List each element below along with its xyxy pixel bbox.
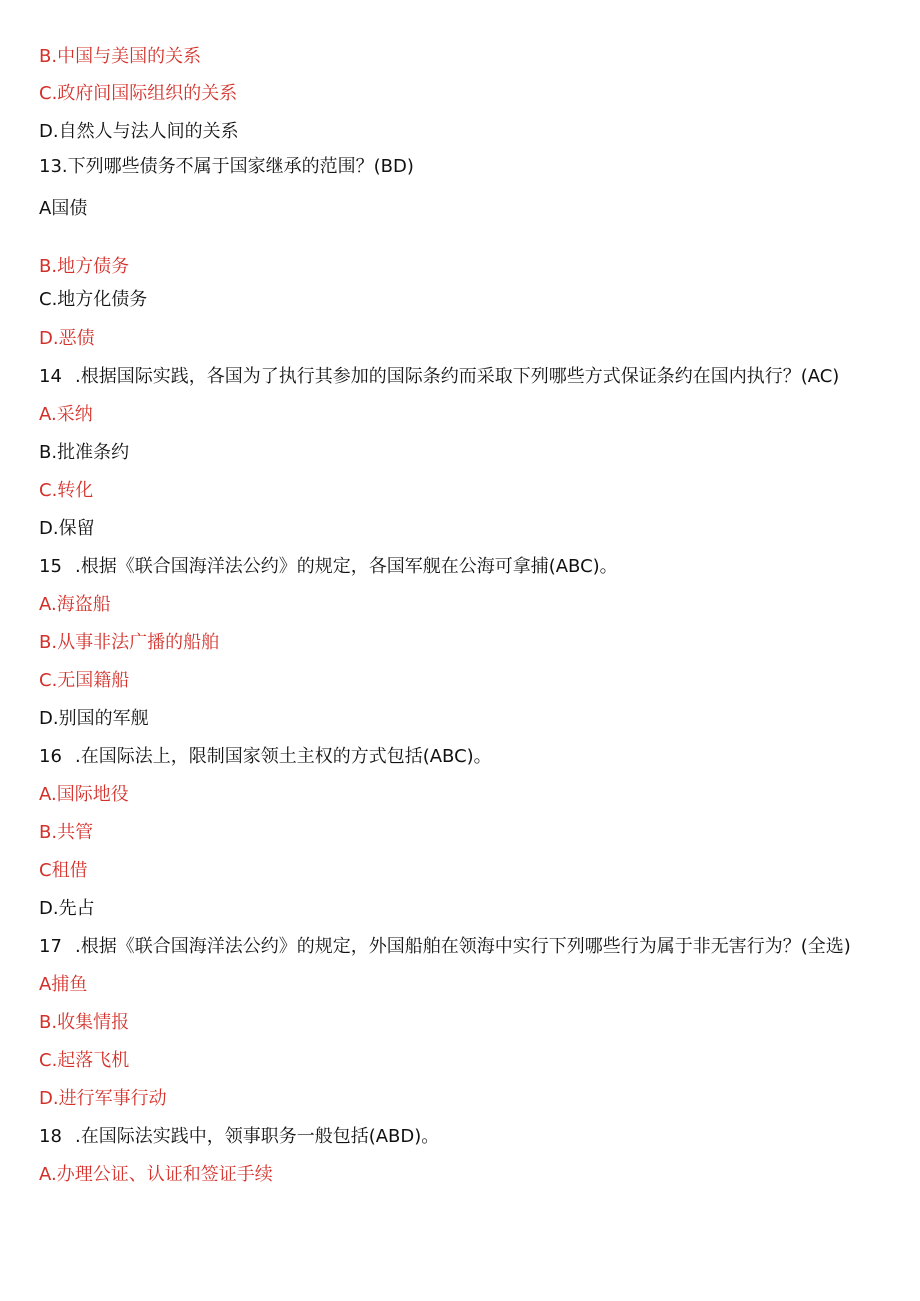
line-text: A国债	[39, 198, 88, 219]
option-line	[39, 155, 414, 179]
question-line	[39, 1125, 439, 1149]
line-text: D.自然人与法人间的关系	[39, 121, 239, 142]
answer-option-line	[39, 821, 93, 845]
answer-option-line	[39, 669, 129, 693]
line-text: C.地方化债务	[39, 289, 148, 310]
answer-option-line	[39, 1087, 167, 1111]
line-text: C.起落飞机	[39, 1050, 130, 1071]
line-text: C.政府间国际组织的关系	[39, 83, 238, 104]
question-number: 18	[39, 1126, 62, 1147]
answer-option-line	[39, 479, 93, 503]
line-text: 13.下列哪些债务不属于国家继承的范围？(BD)	[39, 156, 414, 177]
line-text: D.先占	[39, 898, 95, 919]
answer-option-line	[39, 859, 88, 883]
line-text: C.转化	[39, 480, 94, 501]
answer-option-line	[39, 973, 87, 997]
line-text: .在国际法实践中，领事职务一般包括(ABD)。	[75, 1126, 440, 1147]
line-text: D.恶债	[39, 328, 95, 349]
line-text: A.采纳	[39, 404, 93, 425]
answer-option-line	[39, 783, 129, 807]
option-line	[39, 517, 95, 541]
answer-option-line	[39, 327, 95, 351]
line-text: D.保留	[39, 518, 95, 539]
line-text: A捕鱼	[39, 974, 88, 995]
question-line	[39, 935, 851, 959]
question-line	[39, 365, 839, 389]
line-text: A.海盗船	[39, 594, 111, 615]
answer-option-line	[39, 82, 237, 106]
question-line	[39, 555, 618, 579]
line-text: B.共管	[39, 822, 94, 843]
answer-option-line	[39, 631, 219, 655]
line-text: .根据国际实践，各国为了执行其参加的国际条约而采取下列哪些方式保证条约在国内执行？(AC)	[75, 366, 840, 387]
line-text: .根据《联合国海洋法公约》的规定，各国军舰在公海可拿捕(ABC)。	[75, 556, 618, 577]
option-line	[39, 120, 239, 144]
answer-option-line	[39, 1011, 129, 1035]
question-number: 16	[39, 746, 62, 767]
line-text: B.收集情报	[39, 1012, 130, 1033]
line-text: C.无国籍船	[39, 670, 130, 691]
option-line	[39, 288, 147, 312]
line-text: A.办理公证、认证和签证手续	[39, 1164, 273, 1185]
option-line	[39, 197, 87, 221]
question-number: 15	[39, 556, 62, 577]
line-text: C租借	[39, 860, 88, 881]
option-line	[39, 707, 149, 731]
line-text: D.别国的军舰	[39, 708, 149, 729]
line-text: .在国际法上，限制国家领土主权的方式包括(ABC)。	[75, 746, 492, 767]
line-text: A.国际地役	[39, 784, 129, 805]
answer-option-line	[39, 1163, 273, 1187]
line-text: B.批准条约	[39, 442, 130, 463]
line-text: B.地方债务	[39, 256, 130, 277]
answer-option-line	[39, 1049, 129, 1073]
line-text: .根据《联合国海洋法公约》的规定，外国船舶在领海中实行下列哪些行为属于非无害行为？(全选)	[75, 936, 851, 957]
line-text: B.从事非法广播的船舶	[39, 632, 220, 653]
answer-option-line	[39, 593, 111, 617]
question-line	[39, 745, 492, 769]
line-text: B.中国与美国的关系	[39, 46, 202, 67]
question-number: 17	[39, 936, 62, 957]
option-line	[39, 441, 129, 465]
answer-option-line	[39, 45, 201, 69]
answer-option-line	[39, 255, 129, 279]
option-line	[39, 897, 95, 921]
line-text: D.进行军事行动	[39, 1088, 167, 1109]
question-number: 14	[39, 366, 62, 387]
answer-option-line	[39, 403, 93, 427]
